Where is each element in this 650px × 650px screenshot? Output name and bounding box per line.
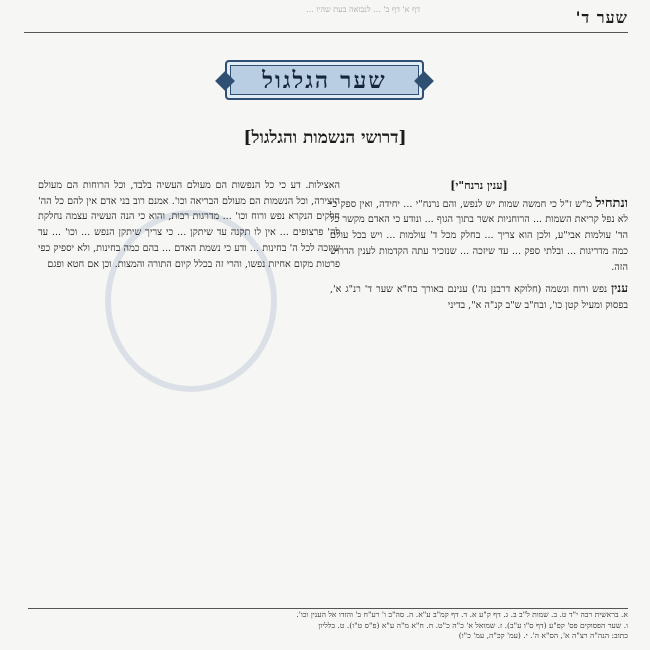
left-text-column — [38, 178, 340, 272]
running-title: שער ד' — [575, 8, 628, 27]
opening-word: ונתחיל — [595, 195, 628, 211]
bleed-through-text: דף א' דף ב' ... לנבואה בעת שהיו ... — [306, 5, 420, 14]
intro-text: מ"ש ז"ל כי חמשה שמות יש לנפש, והם נרנח"י ... יחידה, ואין ספק כי לא נפל קריאת השמות ... הרוחניות אשר בתוך הגוף ... ונודע כי האדם מקשר כל הד' עולמות אבי"ע, ולכן הוא צריך ... בחלק מכל ד' עולמות ... ויש בכל עולם כמה מדריגות ... ובלתי ספק ... עד שיזכה ... שנזכיר עתה הקדמות לענין הדרוש הזה. — [330, 198, 628, 273]
banner-ornament-left — [215, 71, 235, 91]
header-rule — [24, 32, 628, 33]
chapter-title: שער הגלגול — [262, 66, 387, 94]
section-text: נפש ורוח ונשמה (חלוקא דרבנן נה') ענינם באורך בח"א שער ד' רנ"ג א', בפסוק ומעיל קטן כו', ובח"ב ש"ב קנ"ה א", בדיני — [330, 284, 628, 311]
paragraph-intro — [330, 196, 628, 276]
footnote-rule — [28, 608, 628, 609]
paragraph-section — [330, 281, 628, 313]
footnote-line: א. בראשית רבה י"ד ט. ב. שמות ל"ב ב. ג. דף ק"ע א. ד. דף קמ"ב ע"א. ה. סה"ב ו' רע"ח ב' והזדו אל הענין וכו'. — [296, 610, 628, 619]
footnotes — [28, 610, 628, 642]
banner-ornament-right — [414, 71, 434, 91]
section-label: [ענין נרנח"י] — [450, 179, 508, 192]
left-column-text: האצילות. דע כי כל הנפשות הם מעולם העשיה בלבד, וכל הרוחות הם מעולם היצירה, וכל הנשמות הם מעולם הבריאה וכו'. אמנם רוב בני אדם אין להם כל הה' חלקים הנקרא נפש ורוח וכו' ... מדרגות רבות, והוא כי הנה העשיה עצמה נחלקת לה' פרצופים ... אין לו תקנה עד שיתקן ... כי צריך שיתקן הנפש ... וכו' ... עד שיזכה לכל ה' בחינות ... ודע כי נשמת האדם ... בהם כמה בחינות, ולא יספיק כפי פרטות מקום אחיזת נפשו, והרי זה בכלל קיום התורה והמצות. וכן אם חטא ופגם — [38, 180, 340, 270]
footnote-line: כתוב: הנה"ה רצ"ה א', הס"א ה'. י. (עמ' קכ"ה, עמ' כ"ו) — [458, 631, 628, 640]
chapter-banner — [225, 60, 424, 100]
footnote-line: ו. שער הפסוקים פס' קפ"ע (דף ס"ו ע"ב). ז. שמואל א' כ"ה כ"ט. ח. ח"א מ"ה ע"א (פ"ס ט"ו). ט. בלליון — [318, 620, 628, 630]
right-text-column — [330, 178, 628, 314]
section-heading-word: ענין — [611, 281, 628, 296]
section-subtitle: [דרושי הנשמות והגלגול] — [243, 128, 407, 148]
